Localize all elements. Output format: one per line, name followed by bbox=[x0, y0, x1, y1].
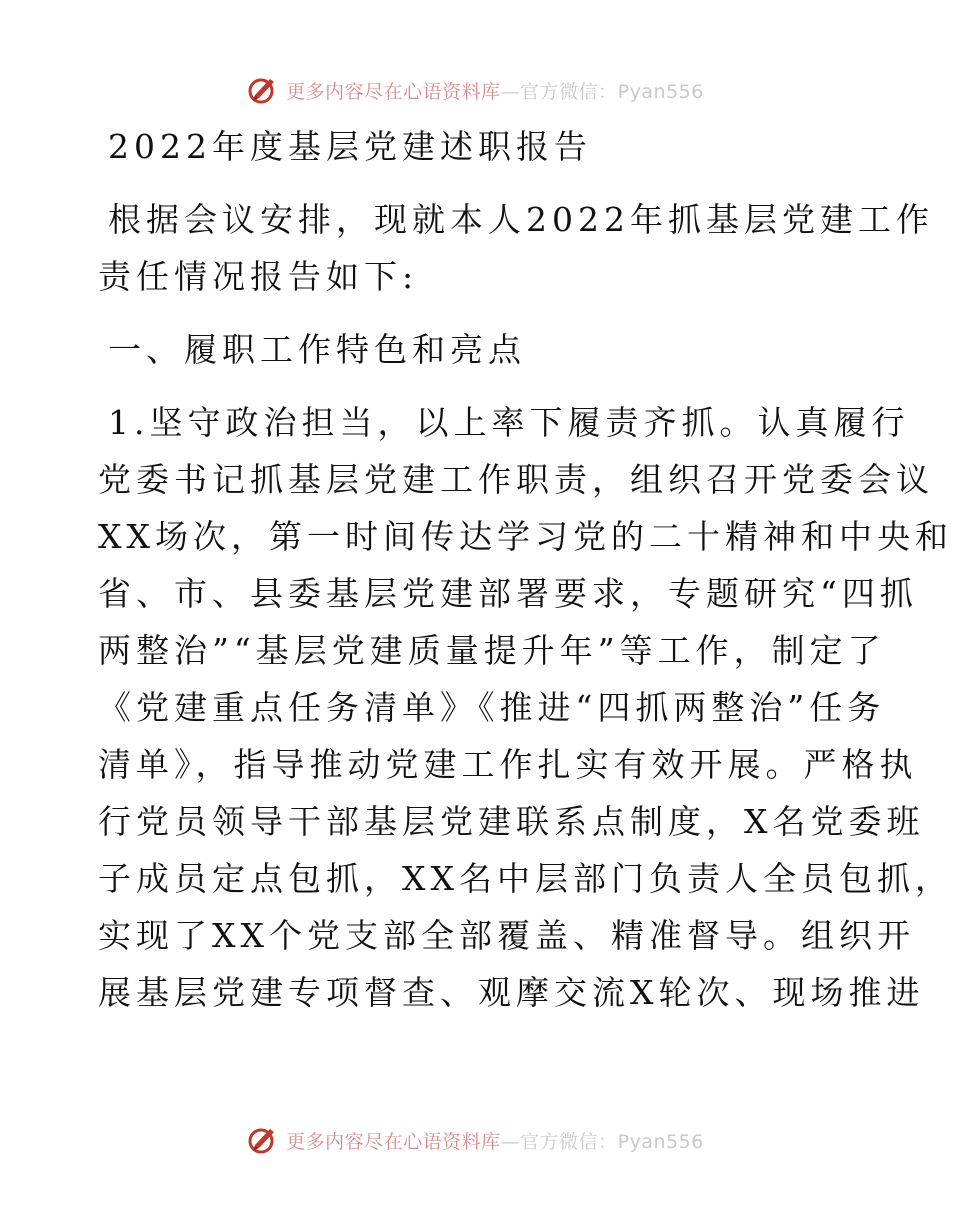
watermark-brand: 更多内容尽在心语资料库 bbox=[286, 80, 501, 103]
watermark-footer bbox=[0, 1120, 950, 1160]
section-heading: 一、履职工作特色和亮点 bbox=[108, 330, 526, 369]
paragraph-line: 1.坚守政治担当，以上率下履责齐抓。认真履行 bbox=[108, 403, 910, 442]
paragraph-line: 两整治”“基层党建质量提升年”等工作，制定了 bbox=[98, 631, 886, 670]
watermark-text bbox=[286, 1127, 704, 1154]
pen-logo-icon bbox=[246, 73, 280, 107]
intro-line: 根据会议安排，现就本人2022年抓基层党建工作 bbox=[108, 200, 934, 239]
document-body bbox=[98, 118, 953, 1021]
paragraph-line: 子成员定点包抓，XX名中层部门负责人全员包抓， bbox=[98, 859, 953, 898]
paragraph-line: 党委书记抓基层党建工作职责，组织召开党委会议 bbox=[98, 460, 934, 499]
paragraph-line: 行党员领导干部基层党建联系点制度，X名党委班 bbox=[98, 802, 925, 841]
watermark-header bbox=[0, 70, 950, 110]
pen-logo-icon bbox=[246, 1123, 280, 1157]
watermark-text bbox=[286, 77, 704, 104]
watermark-contact: 官方微信：Pyan556 bbox=[520, 80, 704, 103]
paragraph-line: 省、市、县委基层党建部署要求，专题研究“四抓 bbox=[98, 574, 918, 613]
paragraph-line: 清单》，指导推动党建工作扎实有效开展。严格执 bbox=[98, 745, 918, 784]
watermark-separator: — bbox=[500, 1130, 521, 1153]
watermark-brand: 更多内容尽在心语资料库 bbox=[286, 1130, 501, 1153]
document-title: 2022年度基层党建述职报告 bbox=[108, 127, 592, 166]
paragraph-line: 展基层党建专项督查、观摩交流X轮次、现场推进 bbox=[98, 973, 925, 1012]
paragraph-line: 《党建重点任务清单》《推进“四抓两整治”任务 bbox=[98, 688, 886, 727]
intro-line: 责任情况报告如下: bbox=[98, 257, 419, 296]
watermark-contact: 官方微信：Pyan556 bbox=[520, 1130, 704, 1153]
paragraph-line: XX场次，第一时间传达学习党的二十精神和中央和 bbox=[98, 517, 953, 556]
watermark-separator: — bbox=[500, 80, 521, 103]
paragraph-line: 实现了XX个党支部全部覆盖、精准督导。组织开 bbox=[98, 916, 915, 955]
